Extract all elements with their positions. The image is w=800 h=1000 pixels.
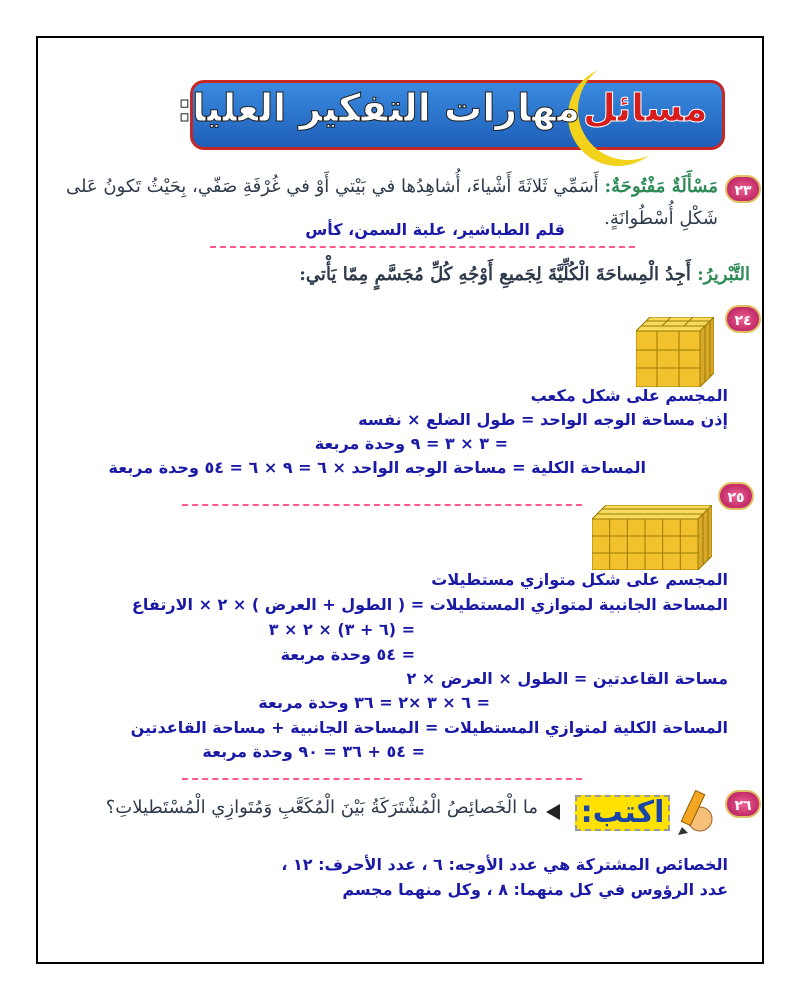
- q26-question: ما الْخَصائِصُ الْمُشْتَرَكَةُ بَيْنَ الْمُكَعَّبِ وَمُتَوازِي الْمُسْتَطيلاتِ؟: [105, 797, 538, 818]
- q25-line5: مساحة القاعدتين = الطول × العرض × ٢: [406, 669, 728, 688]
- question-number-badge-24: ٢٤: [725, 305, 761, 333]
- arrow-left-icon: [546, 804, 560, 820]
- q25-line1: المجسم على شكل متوازي مستطيلات: [431, 570, 728, 589]
- q23-label: مَسْأَلَةٌ مَفْتُوحَةٌ:: [604, 176, 718, 197]
- instruction-text: أَجِدُ الْمِساحَةَ الْكُلِّيَّةَ لِجَميعِ أَوْجُهِ كُلِّ مُجَسَّمٍ مِمّا يَأْتي:: [299, 264, 691, 285]
- divider: [182, 778, 582, 780]
- q24-line4: المساحة الكلية = مساحة الوجه الواحد × ٦ = ٩ × ٦ = ٥٤ وحدة مربعة: [108, 458, 646, 477]
- question-number-badge-25: ٢٥: [718, 482, 754, 510]
- pencil-icon: [672, 783, 720, 843]
- q24-line2: إذن مساحة الوجه الواحد = طول الضلع × نفسه: [358, 410, 728, 429]
- q23-text: أَسَمِّي ثَلاثَةَ أَشْياءَ، أُشاهِدُها في بَيْتي أَوْ في غُرْفَةِ صَفّي، بِحَيْثُ تَكونُ عَلى: [65, 176, 599, 197]
- q23-answer: قلم الطباشير، علبة السمن، كأس: [305, 220, 565, 239]
- question-number-badge-23: ٢٣: [725, 175, 761, 203]
- q25-line3: = (٦ + ٣) × ٢ × ٣: [268, 620, 415, 639]
- prism-figure: [592, 505, 712, 570]
- q26-answer-line2: عدد الرؤوس في كل منهما: ٨ ، وكل منهما مجسم: [342, 880, 728, 899]
- q23-text-line2: شَكْلِ أُسْطُوانَةٍ.: [604, 208, 718, 229]
- q26-answer-line1: الخصائص المشتركة هي عدد الأوجه: ٦ ، عدد الأحرف: ١٢ ،: [281, 855, 728, 874]
- q25-line6: = ٦ × ٣ ×٢ = ٣٦ وحدة مربعة: [258, 693, 490, 712]
- q25-line8: = ٥٤ + ٣٦ = ٩٠ وحدة مربعة: [202, 742, 425, 761]
- banner-title-word2: مهارات التفكير العليا:: [176, 86, 580, 130]
- q25-line2: المساحة الجانبية لمتوازي المستطيلات = ( الطول + العرض ) × ٢ × الارتفاع: [131, 595, 728, 614]
- q23-text-line1: [66, 176, 718, 197]
- instruction-label: التَّبْريرُ:: [697, 264, 750, 285]
- cube-figure: [636, 317, 714, 387]
- banner-title-word1: مسائل: [583, 86, 708, 130]
- q24-line3: = ٣ × ٣ = ٩ وحدة مربعة: [314, 434, 508, 453]
- q25-line7: المساحة الكلية لمتوازي المستطيلات = المساحة الجانبية + مساحة القاعدتين: [130, 718, 728, 737]
- question-number-badge-26: ٢٦: [725, 790, 761, 818]
- q25-line4: = ٥٤ وحدة مربعة: [280, 645, 415, 664]
- divider: [182, 504, 582, 506]
- instruction-line: [299, 264, 750, 285]
- q24-line1: المجسم على شكل مكعب: [530, 386, 728, 405]
- divider: [210, 246, 635, 248]
- write-label: اكتب:: [580, 795, 665, 830]
